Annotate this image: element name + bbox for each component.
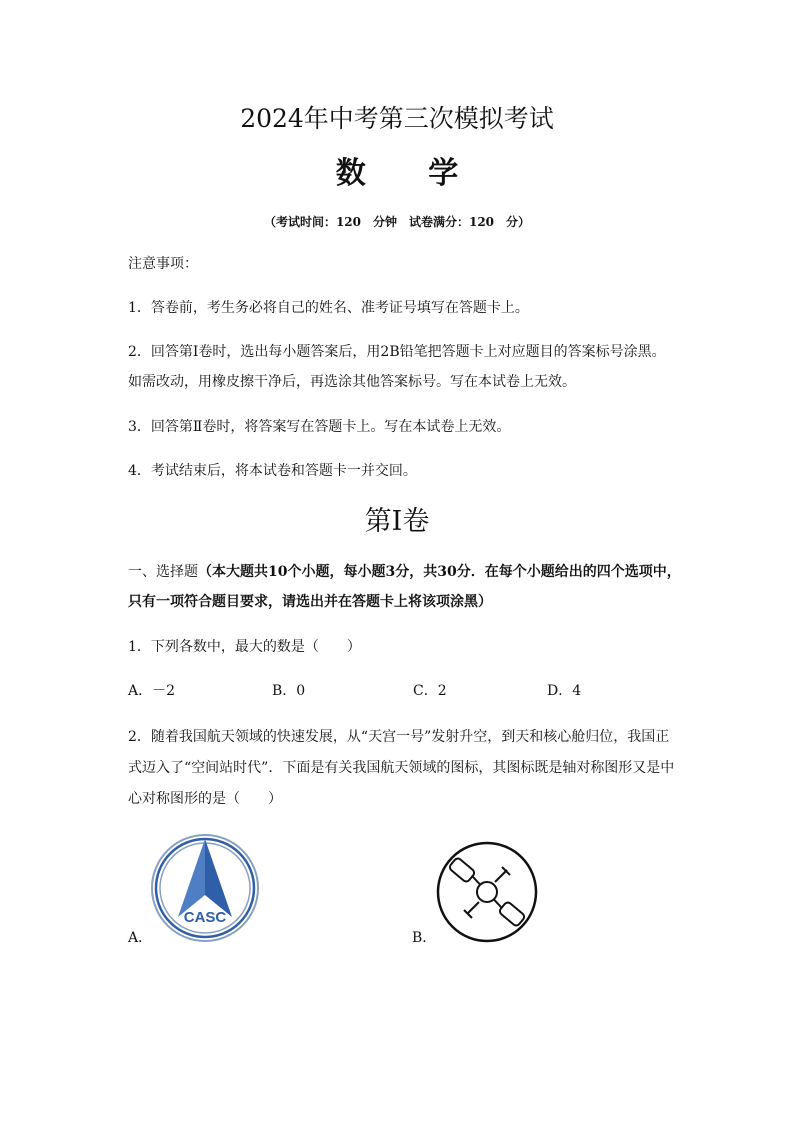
- question-2-option-a-label: A．: [128, 930, 153, 946]
- section-title: 第Ⅰ卷: [364, 506, 430, 537]
- part-one-instructions: [128, 562, 681, 582]
- casc-logo-text: CASC: [183, 909, 227, 926]
- exam-info: （考试时间：120 分钟 试卷满分：120 分）: [263, 215, 531, 229]
- notice-item-1: 1．答卷前，考生务必将自己的姓名、准考证号填写在答题卡上。: [128, 300, 529, 316]
- notice-heading: 注意事项：: [128, 256, 198, 272]
- space-station-emblem-icon: [435, 840, 539, 944]
- notice-item-4: 4．考试结束后，将本试卷和答题卡一并交回。: [128, 463, 417, 479]
- exam-title: 2024年中考第三次模拟考试: [240, 104, 554, 133]
- casc-logo-icon: [150, 833, 260, 943]
- question-2-stem-line-2: 式迈入了“空间站时代”．下面是有关我国航天领域的图标，其图标既是轴对称图形又是中: [128, 760, 675, 776]
- question-2-stem-line-3: 心对称图形的是（ ）: [128, 791, 282, 807]
- question-1-option-c: C．2: [413, 683, 447, 699]
- question-1-option-b: B．0: [272, 683, 306, 699]
- part-one-instructions-line-2: 只有一项符合题目要求，请选出并在答题卡上将该项涂黑）: [128, 594, 492, 610]
- notice-item-3: 3．回答第Ⅱ卷时，将答案写在答题卡上。写在本试卷上无效。: [128, 419, 511, 435]
- subject-title: 数 学: [335, 156, 485, 191]
- part-one-prefix: 一、选择题: [128, 564, 198, 580]
- part-one-instructions-rest: （本大题共10个小题，每小题3分，共30分．在每个小题给出的四个选项中，: [198, 564, 681, 580]
- notice-item-2-line-2: 如需改动，用橡皮擦干净后，再选涂其他答案标号。写在本试卷上无效。: [128, 374, 576, 390]
- question-1-option-a: A．－2: [128, 683, 176, 699]
- question-2-option-b-label: B．: [412, 930, 437, 946]
- question-2-stem-line-1: 2．随着我国航天领域的快速发展，从“天宫一号”发射升空，到天和核心舱归位，我国正: [128, 729, 670, 745]
- notice-item-2-line-1: 2．回答第Ⅰ卷时，选出每小题答案后，用2B铅笔把答题卡上对应题目的答案标号涂黑。: [128, 344, 666, 360]
- question-1-stem: 1．下列各数中，最大的数是（ ）: [128, 639, 361, 655]
- question-1-option-d: D．4: [547, 683, 582, 699]
